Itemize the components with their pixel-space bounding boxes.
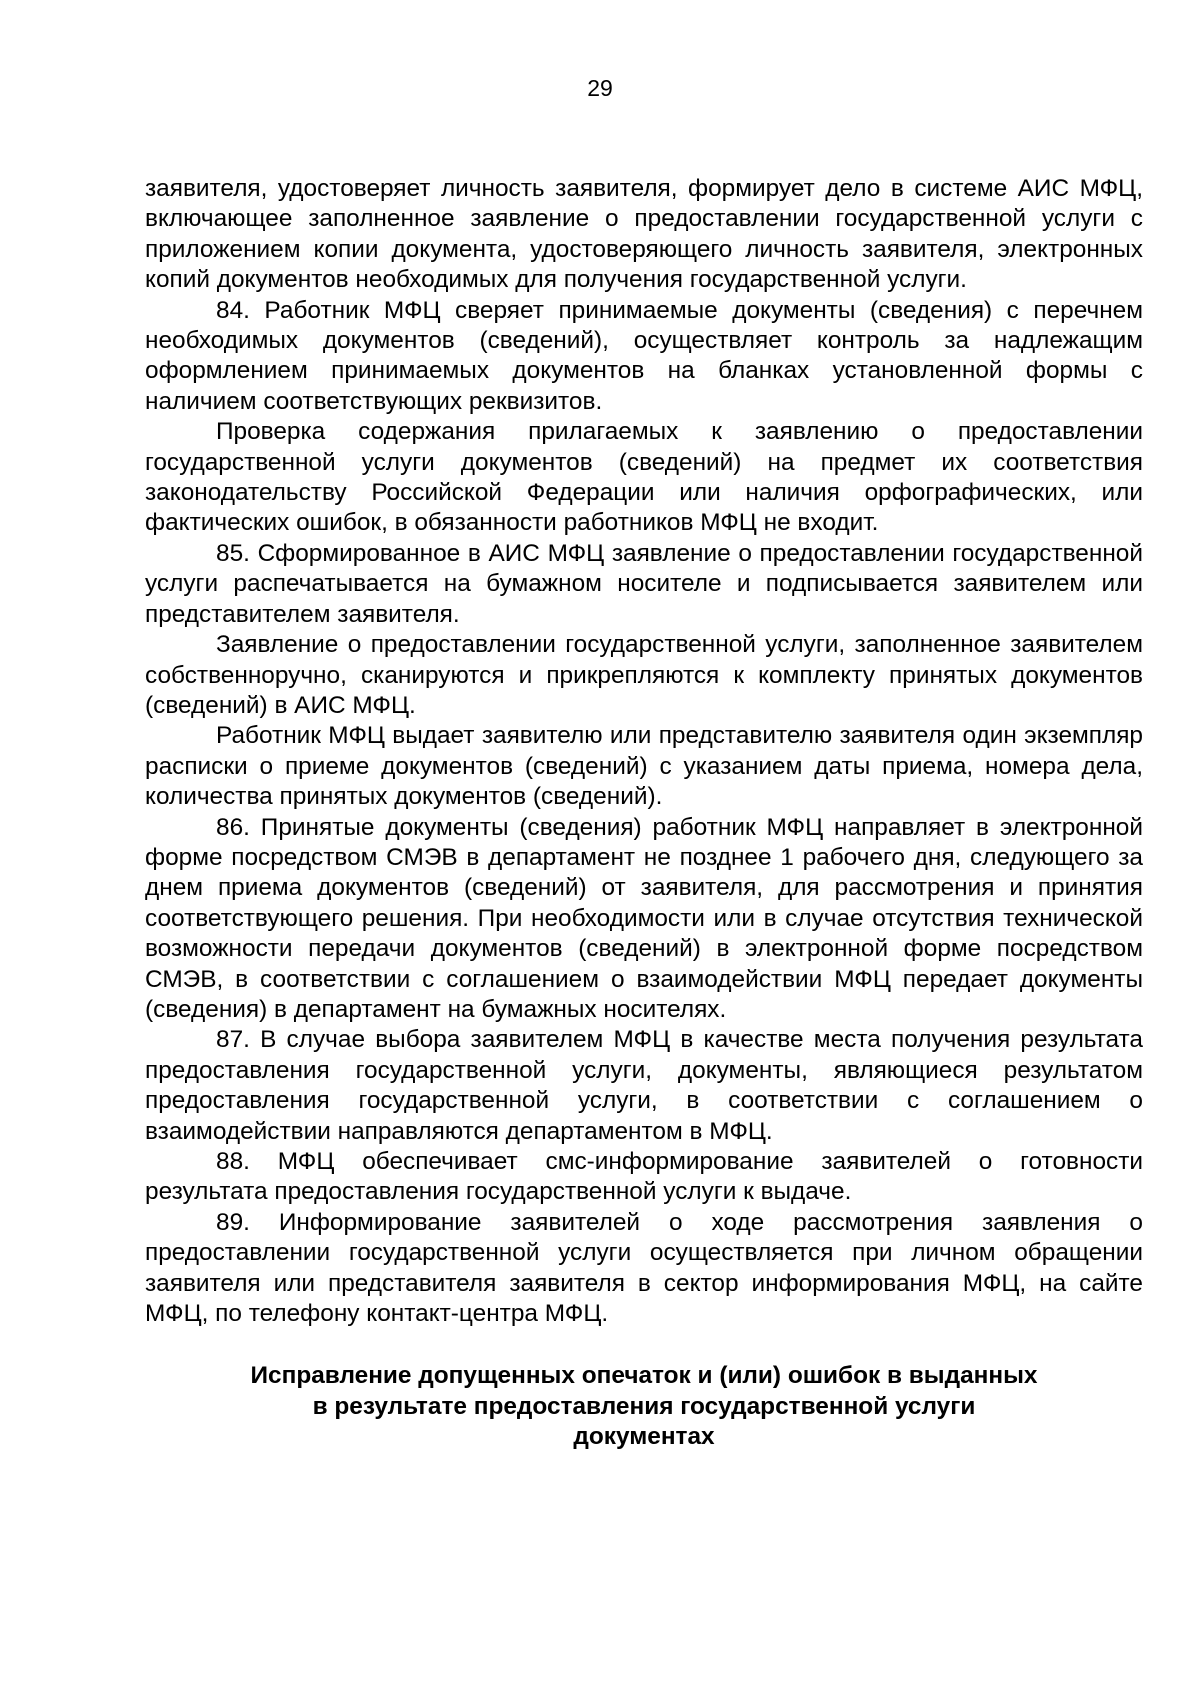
paragraph-receipt: Работник МФЦ выдает заявителю или представителю заявителя один экземпляр расписки о приеме документов (сведений) с указанием даты приема, номера дела, количества принятых документов (сведений). [145,722,1143,811]
paragraph-84: 84. Работник МФЦ сверяет принимаемые документы (сведения) с перечнем необходимых документов (сведений), осуществляет контроль за надлежащим оформлением принимаемых документов на бланках установленной формы с наличием соответствующих реквизитов. [145,296,1143,415]
paragraph-89: 89. Информирование заявителей о ходе рассмотрения заявления о предоставлении государственной услуги осуществляется при личном обращении заявителя или представителя заявителя в сектор информирования МФЦ, на сайте МФЦ, по телефону контакт-центра МФЦ. [145,1208,1143,1328]
paragraph-86: 86. Принятые документы (сведения) работник МФЦ направляет в электронной форме посредством СМЭВ в департамент не позднее 1 рабочего дня, следующего за днем приема документов (сведений) от заявителя, для рассмотрения и принятия соответствующего решения. При необходимости или в случае отсутствия технической возможности передачи документов (сведений) в электронной форме посредством СМЭВ, в соответствии с соглашением о взаимодействии МФЦ передает документы (сведения) в департамент на бумажных носителях. [145,813,1143,1023]
section-heading [145,1361,1143,1452]
page-number: 29 [587,75,613,101]
paragraph-88: 88. МФЦ обеспечивает смс-информирование заявителей о готовности результата предоставления государственной услуги к выдаче. [145,1148,1143,1206]
paragraph-87: 87. В случае выбора заявителем МФЦ в качестве места получения результата предоставления государственной услуги, документы, являющиеся результатом предоставления государственной услуги, в соответствии с соглашением о взаимодействии направляются департаментом в МФЦ. [145,1026,1143,1145]
section-heading-line-2: в результате предоставления государственной услуги [312,1392,976,1420]
section-heading-line-3: документах [573,1423,715,1451]
paragraph-85: 85. Сформированное в АИС МФЦ заявление о предоставлении государственной услуги распечатывается на бумажном носителе и подписывается заявителем или представителем заявителя. [145,539,1143,628]
paragraph-application-scan: Заявление о предоставлении государственной услуги, заполненное заявителем собственноручно, сканируются и прикрепляются к комплекту принятых документов (сведений) в АИС МФЦ. [145,631,1143,719]
paragraph-continuation: заявителя, удостоверяет личность заявителя, формирует дело в системе АИС МФЦ, включающее заполненное заявление о предоставлении государственной услуги с приложением копии документа, удостоверяющего личность заявителя, электронных копий документов необходимых для получения государственной услуги. [145,175,1143,294]
document-body [145,174,1143,1453]
section-heading-line-1: Исправление допущенных опечаток и (или) ошибок в выданных [250,1362,1038,1390]
paragraph-verification: Проверка содержания прилагаемых к заявлению о предоставлении государственной услуги документов (сведений) на предмет их соответствия законодательству Российской Федерации или наличия орфографических, или фактических ошибок, в обязанности работников МФЦ не входит. [145,418,1143,537]
